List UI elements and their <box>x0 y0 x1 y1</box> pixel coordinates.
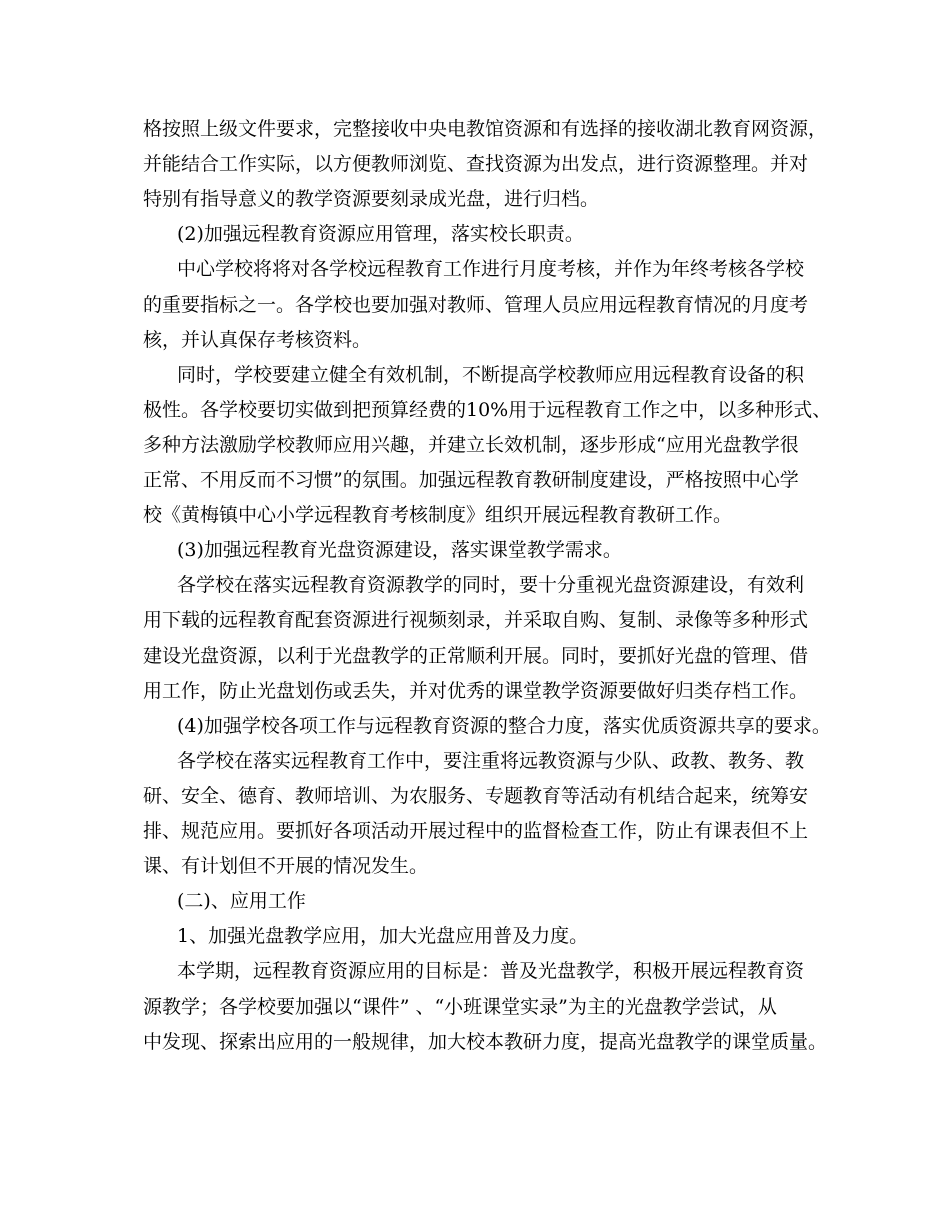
text-line: 排、规范应用。要抓好各项活动开展过程中的监督检查工作，防止有课表但不上 <box>143 820 809 842</box>
text-line: (4)加强学校各项工作与远程教育资源的整合力度，落实优质资源共享的要求。 <box>177 715 831 737</box>
text-line: 本学期，远程教育资源应用的目标是：普及光盘教学，积极开展远程教育资 <box>177 960 805 982</box>
text-line: 校《黄梅镇中心小学远程教育考核制度》组织开展远程教育教研工作。 <box>143 504 733 526</box>
text-line: (二)、应用工作 <box>177 890 306 912</box>
text-line: 极性。各学校要切实做到把预算经费的10%用于远程教育工作之中，以多种形式、 <box>143 399 832 421</box>
text-line: 格按照上级文件要求，完整接收中央电教馆资源和有选择的接收湖北教育网资源， <box>143 118 828 140</box>
text-line: 课、有计划但不开展的情况发生。 <box>143 855 429 877</box>
text-line: (3)加强远程教育光盘资源建设，落实课堂教学需求。 <box>177 539 622 561</box>
text-line: 中发现、探索出应用的一般规律，加大校本教研力度，提高光盘教学的课堂质量。 <box>143 1031 828 1053</box>
text-line: 正常、不用反而不习惯”的氛围。加强远程教育教研制度建设，严格按照中心学 <box>143 469 799 491</box>
text-line: 建设光盘资源，以利于光盘教学的正常顺利开展。同时，要抓好光盘的管理、借 <box>143 645 809 667</box>
text-line: 研、安全、德育、教师培训、为农服务、专题教育等活动有机结合起来，统筹安 <box>143 785 809 807</box>
text-line: 的重要指标之一。各学校也要加强对教师、管理人员应用远程教育情况的月度考 <box>143 294 809 316</box>
text-line: 1、加强光盘教学应用，加大光盘应用普及力度。 <box>177 925 589 947</box>
text-line: 特别有指导意义的教学资源要刻录成光盘，进行归档。 <box>143 188 600 210</box>
text-line: 各学校在落实远程教育资源教学的同时，要十分重视光盘资源建设，有效利 <box>177 574 805 596</box>
text-line: 同时，学校要建立健全有效机制，不断提高学校教师应用远程教育设备的积 <box>177 364 805 386</box>
text-line: 核，并认真保存考核资料。 <box>143 329 372 351</box>
text-line: (2)加强远程教育资源应用管理，落实校长职责。 <box>177 223 584 245</box>
text-line: 并能结合工作实际，以方便教师浏览、查找资源为出发点，进行资源整理。并对 <box>143 153 809 175</box>
text-line: 多种方法激励学校教师应用兴趣，并建立长效机制，逐步形成“应用光盘教学很 <box>143 434 799 456</box>
text-line: 用工作，防止光盘划伤或丢失，并对优秀的课堂教学资源要做好归类存档工作。 <box>143 680 809 702</box>
text-line: 用下载的远程教育配套资源进行视频刻录，并采取自购、复制、录像等多种形式 <box>143 609 809 631</box>
text-line: 各学校在落实远程教育工作中，要注重将远教资源与少队、政教、教务、教 <box>177 750 805 772</box>
text-line: 中心学校将将对各学校远程教育工作进行月度考核，并作为年终考核各学校 <box>177 258 805 280</box>
text-line: 源教学；各学校要加强以“课件” 、“小班课堂实录”为主的光盘教学尝试，从 <box>143 996 777 1018</box>
